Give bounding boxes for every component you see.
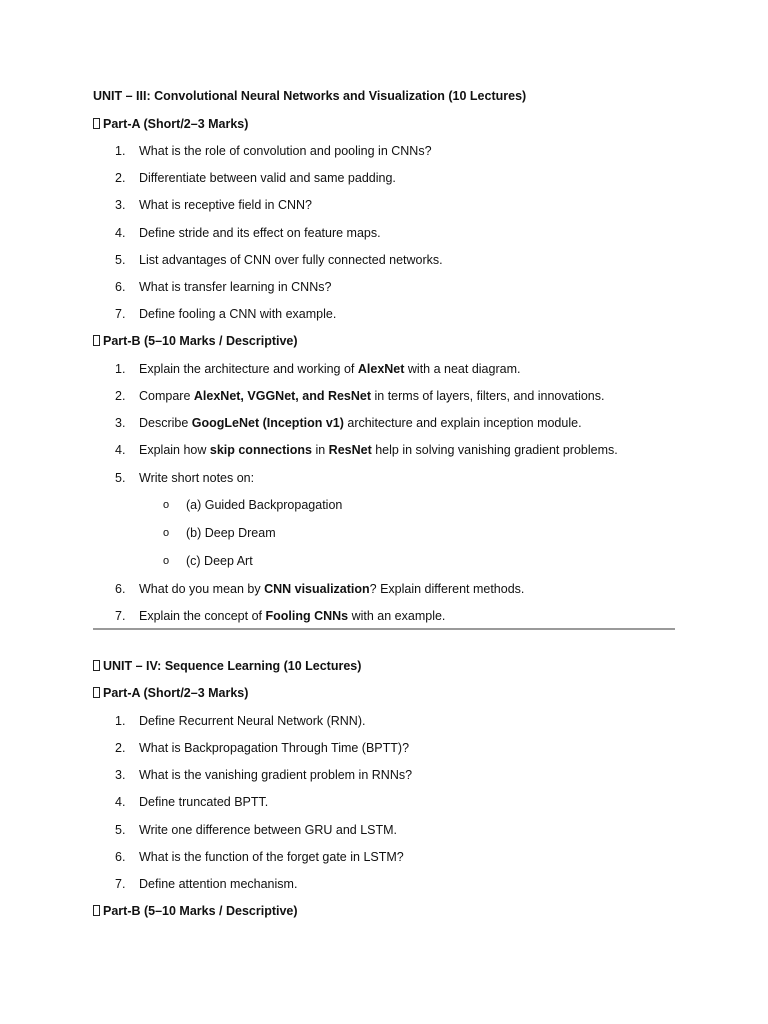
list-item [93,359,675,386]
list-item [93,606,675,626]
bullet-icon: o [163,498,170,511]
list-number: 6. [115,279,126,294]
list-number: 1. [115,144,126,158]
list-number: 5. [115,822,126,837]
list-number: 1. [115,713,126,728]
unit4-title-text: UNIT – IV: Sequence Learning (10 Lectures) [103,658,362,673]
question-text: Explain how [139,443,210,458]
question-text: Explain the concept of [139,608,266,623]
list-number: 7. [115,608,126,623]
unit3-partB-heading [93,331,675,359]
question-text: Compare [139,389,194,403]
question-text: in [311,443,329,458]
list-number: 5. [115,252,126,267]
sub-item-text: (a) Guided Backpropagation [186,497,343,512]
list-item [93,250,675,277]
list-item [93,765,675,792]
checkbox-glyph-icon [93,905,100,916]
question-text: help in solving vanishing gradient problems. [371,443,618,458]
list-number: 3. [115,416,126,431]
unit3-title-text: UNIT – III: Convolutional Neural Networks and Visualization (10 Lectures) [93,89,527,103]
unit3-partB-list [93,359,675,626]
sub-item-text: (c) Deep Art [186,553,253,568]
question-text: Define fooling a CNN with example. [139,307,337,322]
question-bold-term: AlexNet, VGGNet, and ResNet [193,389,372,403]
question-text: What is the function of the forget gate in LSTM? [139,849,404,864]
question-text: Write one difference between GRU and LSTM. [139,822,398,837]
question-text: What is the role of convolution and pooling in CNNs? [139,144,432,158]
checkbox-glyph-icon [93,660,100,671]
question-bold-term: skip connections [209,443,312,458]
question-text: List advantages of CNN over fully connected networks. [139,252,443,267]
question-text: What is Backpropagation Through Time (BPTT)? [139,740,410,755]
list-item [93,141,675,168]
list-item [93,304,675,331]
bullet-icon: o [163,554,170,567]
question-text: Differentiate between valid and same padding. [139,171,396,186]
list-item [93,168,675,195]
question-bold-term: ResNet [328,443,372,458]
question-text: ? Explain different methods. [369,581,525,596]
question-text: Define stride and its effect on feature maps. [139,225,381,240]
checkbox-glyph-icon [93,687,100,698]
question-text: with a neat diagram. [404,361,521,376]
question-text: Write short notes on: [139,470,255,485]
list-item [93,820,675,847]
question-bold-term: AlexNet [357,361,405,376]
question-text: architecture and explain inception module. [343,416,582,431]
checkbox-glyph-icon [93,335,100,346]
list-item [93,223,675,250]
list-number: 1. [115,361,126,376]
question-text: What is transfer learning in CNNs? [139,279,332,294]
list-item [93,386,675,413]
list-item [93,440,675,467]
unit4-partB-heading [93,901,675,929]
question-text: with an example. [348,608,446,623]
list-number: 7. [115,307,126,322]
list-number: 6. [115,581,126,596]
unit3-partA-heading [93,114,675,142]
question-text: What do you mean by [139,581,265,596]
question-text: Explain the architecture and working of [139,361,358,376]
question-bold-term: Fooling CNNs [265,608,349,623]
list-number: 2. [115,740,126,755]
bullet-icon: o [163,526,170,539]
question-text: Describe [139,416,192,431]
unit4-partA-heading-text: Part-A (Short/2–3 Marks) [103,686,249,701]
list-item [93,579,675,606]
question-bold-term: GoogLeNet (Inception v1) [191,416,344,431]
list-item [93,277,675,304]
list-item [93,874,675,901]
document-page [93,86,675,929]
unit3-title [93,86,675,114]
list-number: 7. [115,876,126,891]
sub-list-item [93,523,675,551]
list-number: 4. [115,443,126,458]
sub-list [93,495,675,579]
horizontal-divider [93,628,675,630]
question-text: What is receptive field in CNN? [139,198,312,213]
unit4-partA-heading [93,683,675,711]
list-number: 4. [115,225,126,240]
list-number: 2. [115,171,126,186]
sub-item-text: (b) Deep Dream [186,525,276,540]
question-text: What is the vanishing gradient problem in RNNs? [139,768,413,783]
checkbox-glyph-icon [93,118,100,129]
list-number: 2. [115,389,126,403]
list-number: 4. [115,795,126,810]
unit3-partA-list [93,141,675,331]
list-number: 6. [115,849,126,864]
unit3-partB-heading-text: Part-B (5–10 Marks / Descriptive) [103,334,298,349]
unit4-partA-list [93,711,675,901]
list-item [93,711,675,738]
unit4-title [93,656,675,684]
list-number: 3. [115,768,126,783]
question-text: Define truncated BPTT. [139,795,269,810]
sub-list-item [93,495,675,523]
question-text: Define attention mechanism. [139,876,298,891]
list-item [93,195,675,222]
list-item [93,792,675,819]
list-item [93,738,675,765]
list-number: 3. [115,198,126,213]
unit3-partA-heading-text: Part-A (Short/2–3 Marks) [103,116,249,131]
list-item [93,847,675,874]
question-text: in terms of layers, filters, and innovations. [371,389,605,403]
unit4-partB-heading-text: Part-B (5–10 Marks / Descriptive) [103,904,298,919]
list-item [93,468,675,579]
list-item [93,413,675,440]
question-text: Define Recurrent Neural Network (RNN). [139,713,366,728]
sub-list-item [93,551,675,579]
list-number: 5. [115,470,126,485]
question-bold-term: CNN visualization [264,581,370,596]
